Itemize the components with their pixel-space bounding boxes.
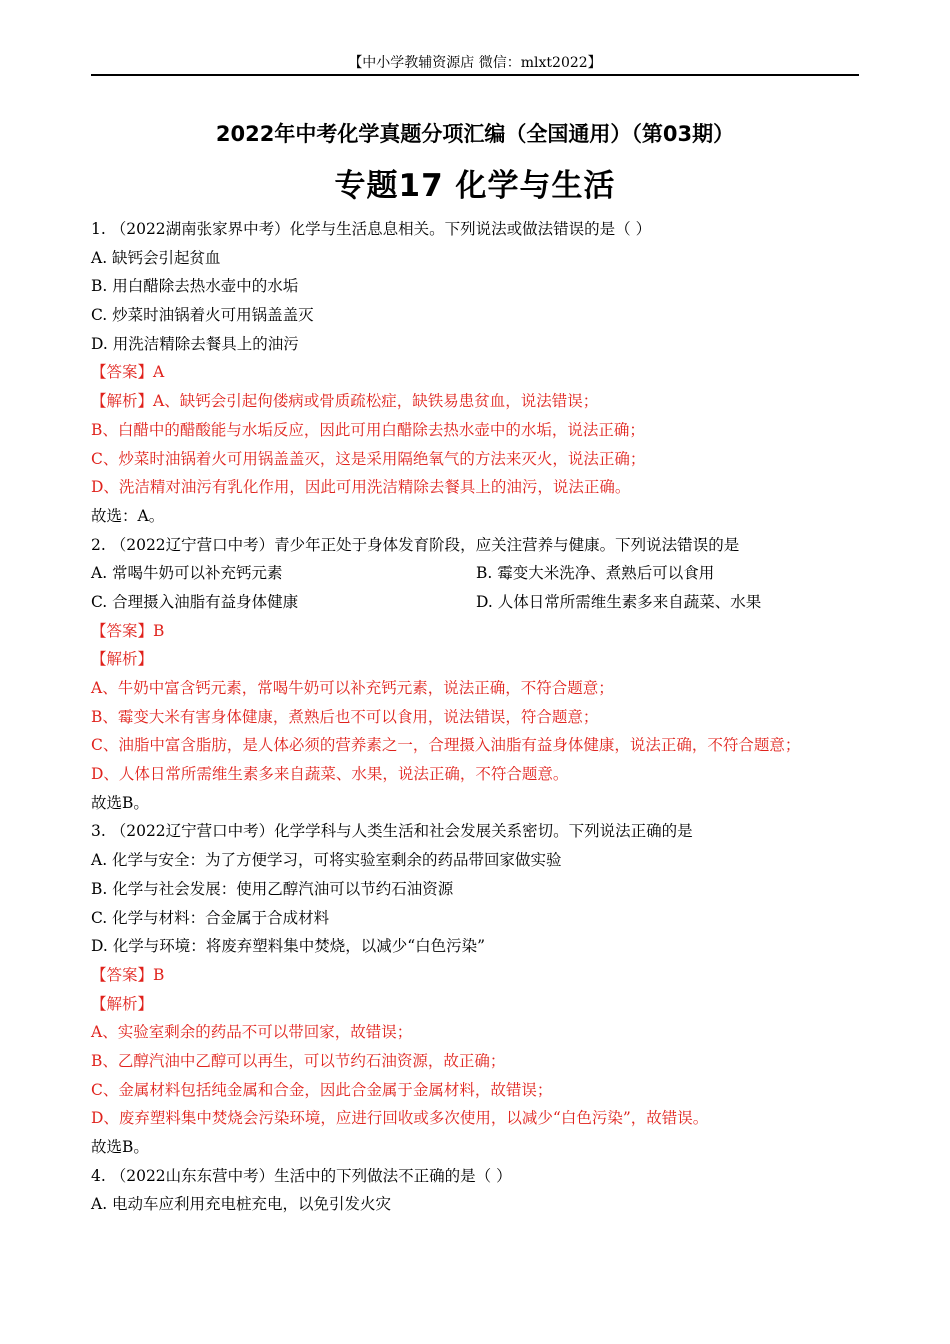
q4-option-a: A. 电动车应利用充电桩充电，以免引发火灾 (91, 1195, 392, 1214)
q3-option-a: A. 化学与安全：为了方便学习，可将实验室剩余的药品带回家做实验 (91, 851, 562, 870)
q2-stem-emphasis-2: 误 (692, 535, 709, 554)
q3-analysis-c: C、金属材料包括纯金属和合金，因此合金属于金属材料，故错误； (91, 1080, 553, 1099)
q2-stem-pre: 2. （2022辽宁营口中考）青少年正处于身体发育阶段，应关注营养与健康。下列说法 (91, 535, 678, 554)
q1-option-a: A. 缺钙会引起贫血 (91, 248, 221, 267)
q1-option-c: C. 炒菜时油锅着火可用锅盖盖灭 (91, 306, 314, 325)
q3-stem: 3. （2022辽宁营口中考）化学学科与人类生活和社会发展关系密切。下列说法正确的是 (91, 822, 693, 841)
q2-choose: 故选B。 (91, 793, 149, 812)
q1-analysis-d: D、洗洁精对油污有乳化作用，因此可用洗洁精除去餐具上的油污，说法正确。 (91, 478, 631, 497)
q3-choose: 故选B。 (91, 1138, 149, 1156)
q1-analysis-c: C、炒菜时油锅着火可用锅盖盖灭，这是采用隔绝氧气的方法来灭火，说法正确； (91, 449, 646, 468)
q2-analysis-a: A、牛奶中富含钙元素，常喝牛奶可以补充钙元素，说法正确，不符合题意； (91, 679, 614, 697)
q3-option-b: B. 化学与社会发展：使用乙醇汽油可以节约石油资源 (91, 879, 454, 898)
q1-answer: 【答案】A (91, 363, 165, 382)
q2-analysis-d: D、人体日常所需维生素多来自蔬菜、水果，说法正确，不符合题意。 (91, 765, 569, 784)
q3-answer: 【答案】B (91, 965, 165, 984)
header-rule (91, 74, 859, 76)
q2-option-c: C. 合理摄入油脂有益身体健康 (91, 592, 299, 611)
q1-analysis-b: B、白醋中的醋酸能与水垢反应，因此可用白醋除去热水壶中的水垢，说法正确； (91, 420, 645, 439)
q2-stem-post: 的是 (708, 535, 740, 554)
q2-options-row-2 (91, 588, 861, 617)
q2-options-row-1 (91, 559, 861, 588)
q2-analysis-c: C、油脂中富含脂肪，是人体必须的营养素之一，合理摄入油脂有益身体健康，说法正确，不符合题意； (91, 736, 801, 755)
page-header: 【中小学教辅资源店 微信：mlxt2022】 (348, 55, 602, 71)
q3-option-d: D. 化学与环境：将废弃塑料集中焚烧，以减少“白色污染” (91, 937, 486, 956)
questions (91, 215, 861, 1219)
q1-choose: 故选：A。 (91, 506, 165, 525)
page-title: 2022年中考化学真题分项汇编（全国通用）（第03期） (215, 122, 735, 146)
q3-analysis-label: 【解析】 (91, 994, 154, 1013)
q2-stem (91, 531, 861, 560)
q1-analysis-a: 【解析】A、缺钙会引起佝偻病或骨质疏松症，缺铁易患贫血，说法错误； (91, 392, 599, 411)
q2-analysis-label: 【解析】 (91, 650, 154, 669)
q2-answer: 【答案】B (91, 621, 165, 640)
q2-analysis-b: B、霉变大米有害身体健康，煮熟后也不可以食用，说法错误，符合题意； (91, 707, 599, 726)
q3-analysis-d: D、废弃塑料集中焚烧会污染环境，应进行回收或多次使用，以减少“白色污染”，故错误。 (91, 1109, 709, 1128)
q2-option-d: D. 人体日常所需维生素多来自蔬菜、水果 (476, 592, 762, 611)
q3-option-c: C. 化学与材料：合金属于合成材料 (91, 908, 330, 927)
q1-option-d: D. 用洗洁精除去餐具上的油污 (91, 334, 299, 353)
q2-option-b: B. 霉变大米洗净、煮熟后可以食用 (476, 564, 715, 583)
q4-stem: 4. （2022山东东营中考）生活中的下列做法不正确的是（ ） (91, 1166, 512, 1185)
q1-stem: 1. （2022湖南张家界中考）化学与生活息息相关。下列说法或做法错误的是（ ） (91, 220, 652, 238)
topic-title: 专题17 化学与生活 (334, 168, 616, 204)
q2-stem-emphasis-1: 错 (677, 535, 693, 554)
q2-option-a: A. 常喝牛奶可以补充钙元素 (91, 564, 283, 583)
q1-option-b: B. 用白醋除去热水壶中的水垢 (91, 277, 299, 296)
q3-analysis-b: B、乙醇汽油中乙醇可以再生，可以节约石油资源，故正确； (91, 1051, 506, 1070)
q3-analysis-a: A、实验室剩余的药品不可以带回家，故错误； (91, 1023, 413, 1042)
